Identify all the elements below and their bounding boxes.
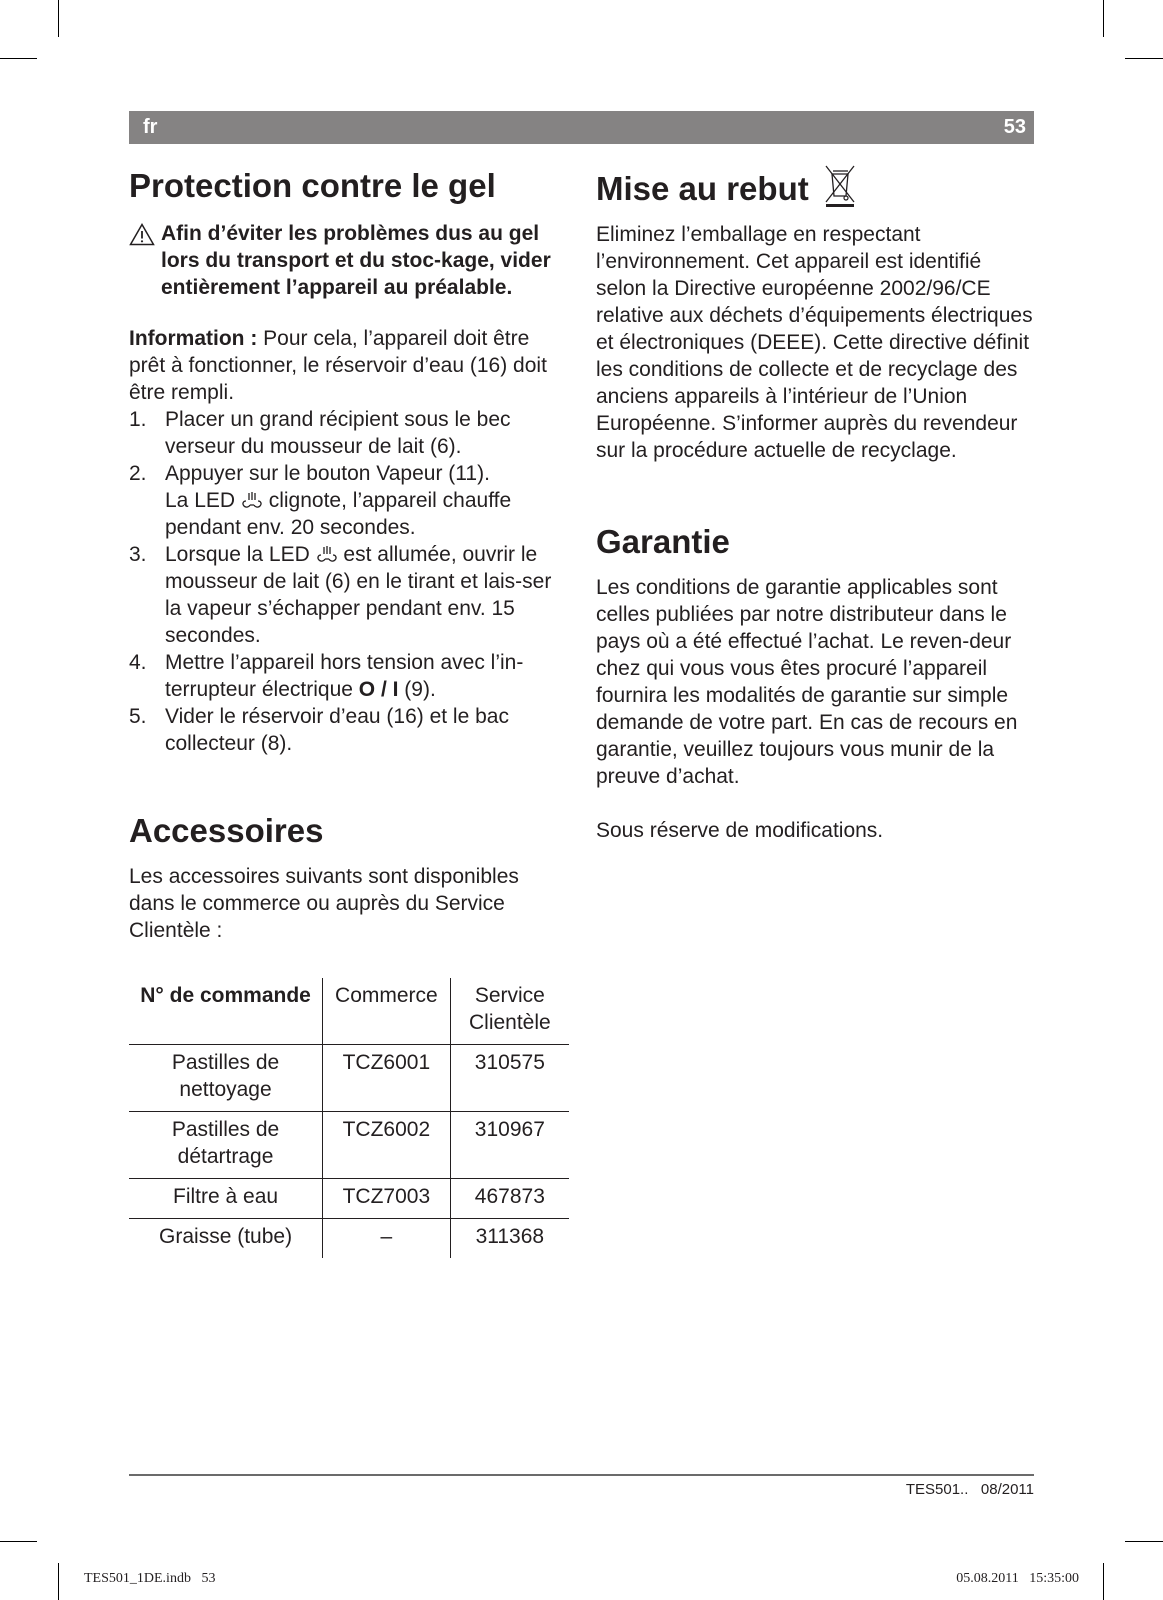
steam-led-icon: [316, 543, 338, 561]
info-paragraph: [129, 325, 569, 406]
steam-led-icon: [241, 489, 263, 507]
table-row: Graisse (tube) – 311368: [129, 1219, 569, 1259]
slug-timestamp: 05.08.2011 15:35:00: [956, 1571, 1079, 1586]
warning-block: [129, 220, 569, 301]
footer-model-date: TES501.. 08/2011: [905, 1481, 1034, 1498]
warning-triangle-icon: [129, 220, 161, 301]
list-item: 2. Appuyer sur le bouton Vapeur (11). La LED clignote, l’appareil chauffe pendant env. 20 secondes.: [129, 462, 512, 539]
list-item: 5. Vider le réservoir d’eau (16) et le bac collecteur (8).: [129, 705, 509, 755]
column-header: Commerce: [323, 978, 451, 1045]
reserve-text: Sous réserve de modifications.: [596, 819, 884, 842]
section-title-rebut: Mise au rebut: [596, 164, 1036, 211]
language-code: fr: [143, 116, 158, 138]
steps-list: [129, 406, 569, 757]
crop-mark: [0, 1541, 37, 1542]
table-row: Pastilles de nettoyage TCZ6001 310575: [129, 1045, 569, 1112]
crossed-out-wheelie-bin-icon: [823, 164, 857, 208]
crop-mark: [58, 1563, 59, 1600]
crop-mark: [1125, 58, 1163, 59]
garantie-text: Les conditions de garantie applicables sont celles publiées par notre distributeur dans le pays où a été effectué l’achat. Le reven-deur chez qui vous vous êtes procuré l’appareil fournira les modalités de garantie sur simple demande de votre part. En cas de recours en garantie, veuillez toujours vous munir de la preuve d’achat.: [596, 576, 1018, 788]
page-header-bar: [129, 111, 1034, 144]
warning-text: Afin d’éviter les problèmes dus au gel lors du transport et du stoc-kage, vider entièrement l’appareil au préalable.: [161, 222, 551, 299]
crop-mark: [58, 0, 59, 37]
column-header: N° de commande: [140, 984, 311, 1007]
crop-mark: [1103, 0, 1104, 37]
footer-divider: [129, 1474, 1034, 1476]
crop-mark: [1125, 1541, 1163, 1542]
list-item: 4. Mettre l’appareil hors tension avec l’in-terrupteur électrique O / I (9).: [129, 651, 524, 701]
accessories-table: [129, 978, 569, 1258]
table-header-row: [129, 978, 569, 1045]
section-title-garantie: Garantie: [596, 523, 730, 560]
rebut-text: Eliminez l’emballage en respectant l’environnement. Cet appareil est identifié selon la Directive européenne 2002/96/CE relative aux déchets d’équipements électriques et électroniques (DEEE). Cette directive définit les conditions de collecte et de recyclage des anciens appareils à l’intérieur de l’Union Européenne. S’informer auprès du revendeur sur la procédure actuelle de recyclage.: [596, 223, 1033, 462]
info-label: Information :: [129, 327, 258, 350]
crop-mark: [0, 58, 37, 59]
slug-filename: TES501_1DE.indb 53: [84, 1571, 216, 1586]
left-column: [129, 164, 569, 1258]
section-title-protection: Protection contre le gel: [129, 167, 496, 204]
list-item: 3. Lorsque la LED est allumée, ouvrir le mousseur de lait (6) en le tirant et lais-ser la vapeur s’échapper pendant env. 15 secondes.: [129, 543, 552, 647]
column-header: Service Clientèle: [450, 978, 569, 1045]
list-item: 1. Placer un grand récipient sous le bec verseur du mousseur de lait (6).: [129, 408, 511, 458]
table-row: Pastilles de détartrage TCZ6002 310967: [129, 1112, 569, 1179]
accessoires-intro: Les accessoires suivants sont disponibles dans le commerce ou auprès du Service Clientèle :: [129, 865, 519, 942]
table-row: Filtre à eau TCZ7003 467873: [129, 1179, 569, 1219]
info-text: Pour cela, l’appareil doit être prêt à fonctionner, le réservoir d’eau (16) doit être rempli.: [129, 327, 547, 404]
page-number: 53: [1003, 116, 1026, 138]
crop-mark: [1103, 1563, 1104, 1600]
section-title-accessoires: Accessoires: [129, 812, 324, 849]
right-column: [596, 164, 1036, 844]
